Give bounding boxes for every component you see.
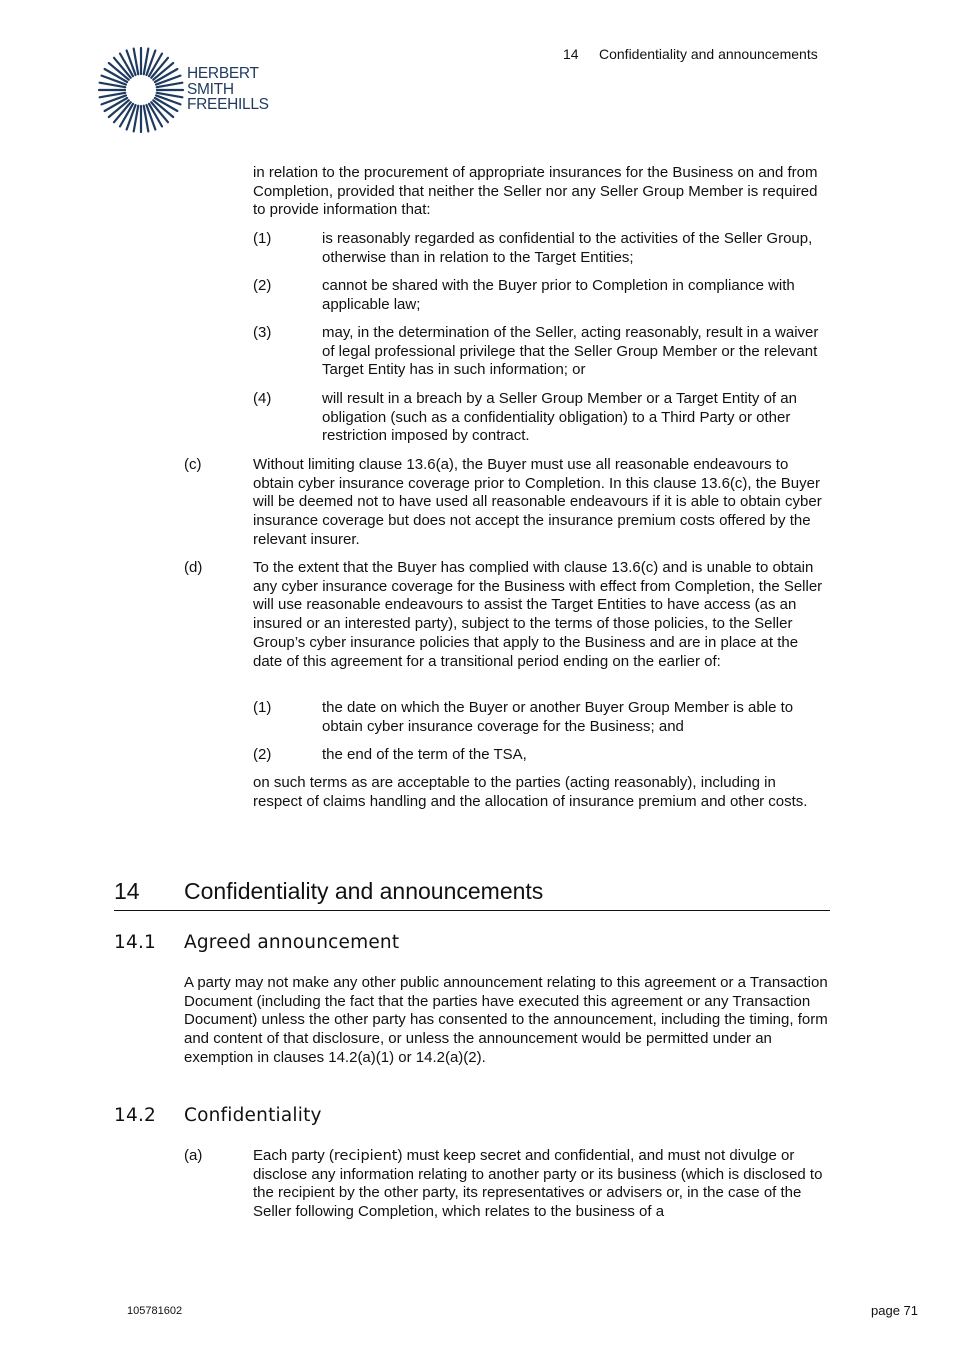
sub-b-4-text: will result in a breach by a Seller Group Member or a Target Entity of an obligation (such as a confidentiality obligation) to a Third Party or other restriction imposed by contract. bbox=[322, 390, 797, 445]
sub-d-2-label: (2) bbox=[253, 746, 272, 763]
sub-b-3-text: may, in the determination of the Seller, acting reasonably, result in a waiver of legal professional privilege that the Seller Group Member or the relevant Target Entity has in such information; or bbox=[322, 324, 819, 379]
running-head bbox=[563, 46, 818, 62]
para-d-text: To the extent that the Buyer has complied with clause 13.6(c) and is unable to obtain any cyber insurance coverage for the Business with effect from Completion, the Seller will use reasonable endeavours to assist the Target Entities to have access (as an insured or an interested party), subject to the terms of those policies, to the Seller Group’s cyber insurance policies that apply to the Business and are in place at the date of this agreement for a transitional period ending on the earlier of: bbox=[253, 559, 823, 670]
sub-d-1-text: the date on which the Buyer or another Buyer Group Member is able to obtain cyber insurance coverage for the Business; and bbox=[322, 699, 794, 735]
section-title: Confidentiality and announcements bbox=[184, 878, 544, 904]
subsection-14-1-title: Agreed announcement bbox=[184, 932, 400, 953]
sub-d-2-text: the end of the term of the TSA, bbox=[322, 746, 527, 763]
subsection-14-1-number: 14.1 bbox=[114, 932, 156, 953]
subsection-14-1-text: A party may not make any other public announcement relating to this agreement or a Transaction Document (including the fact that the parties have executed this agreement or any Transaction Document) unless the other party has consented to the announcement, including the timing, form and content of that disclosure, or unless the announcement would be permitted under an exemption in clauses 14.2(a)(1) or 14.2(a)(2). bbox=[184, 974, 828, 1066]
logo-wordmark bbox=[187, 66, 269, 113]
logo-line-2: SMITH bbox=[187, 80, 234, 98]
intro-paragraph: in relation to the procurement of appropriate insurances for the Business on and from Completion, provided that neither the Seller nor any Seller Group Member is required to provide information that: bbox=[253, 164, 818, 219]
footer-doc-id: 105781602 bbox=[127, 1305, 183, 1317]
para-14-2-a-label: (a) bbox=[184, 1147, 203, 1164]
para-14-2-a-text-end: ) must keep secret and confidential, and must not divulge or disclose any information relating to another party or its business (which is disclosed to the recipient by the other party, its representatives or advisers or, in the case of the Seller following Completion, which relates to the business of a bbox=[253, 1147, 823, 1221]
sunburst-logo-icon bbox=[96, 45, 186, 135]
sub-b-2-text: cannot be shared with the Buyer prior to Completion in compliance with applicable law; bbox=[322, 277, 795, 313]
sub-b-3-label: (3) bbox=[253, 324, 272, 341]
sub-b-2-label: (2) bbox=[253, 277, 272, 294]
subsection-14-2-number: 14.2 bbox=[114, 1105, 156, 1126]
running-head-number: 14 bbox=[563, 46, 579, 62]
para-14-2-a-text-start: Each party ( bbox=[253, 1147, 334, 1164]
defined-term-recipient: recipient bbox=[333, 1148, 398, 1164]
para-c-label: (c) bbox=[184, 456, 202, 473]
section-rule bbox=[114, 910, 830, 911]
sub-d-1-label: (1) bbox=[253, 699, 272, 716]
para-14-2-a-text bbox=[253, 1147, 831, 1222]
sub-b-1-label: (1) bbox=[253, 230, 272, 247]
para-d-label: (d) bbox=[184, 559, 203, 576]
para-d-tail: on such terms as are acceptable to the parties (acting reasonably), including in respect of claims handling and the allocation of insurance premium and other costs. bbox=[253, 774, 808, 810]
logo-line-3: FREEHILLS bbox=[187, 96, 269, 113]
subsection-14-2-title: Confidentiality bbox=[184, 1105, 322, 1126]
running-head-title: Confidentiality and announcements bbox=[599, 46, 818, 62]
footer-page-number: page 71 bbox=[871, 1303, 918, 1318]
section-number: 14 bbox=[114, 878, 140, 904]
sub-b-4-label: (4) bbox=[253, 390, 272, 407]
logo-line-1: HERBERT bbox=[187, 65, 259, 82]
para-c-text: Without limiting clause 13.6(a), the Buyer must use all reasonable endeavours to obtain cyber insurance coverage prior to Completion. In this clause 13.6(c), the Buyer will be deemed not to have used all reasonable endeavours if it is able to obtain cyber insurance coverage but does not accept the insurance premium costs offered by the relevant insurer. bbox=[253, 456, 822, 548]
sub-b-1-text: is reasonably regarded as confidential to the activities of the Seller Group, otherwise than in relation to the Target Entities; bbox=[322, 230, 813, 266]
